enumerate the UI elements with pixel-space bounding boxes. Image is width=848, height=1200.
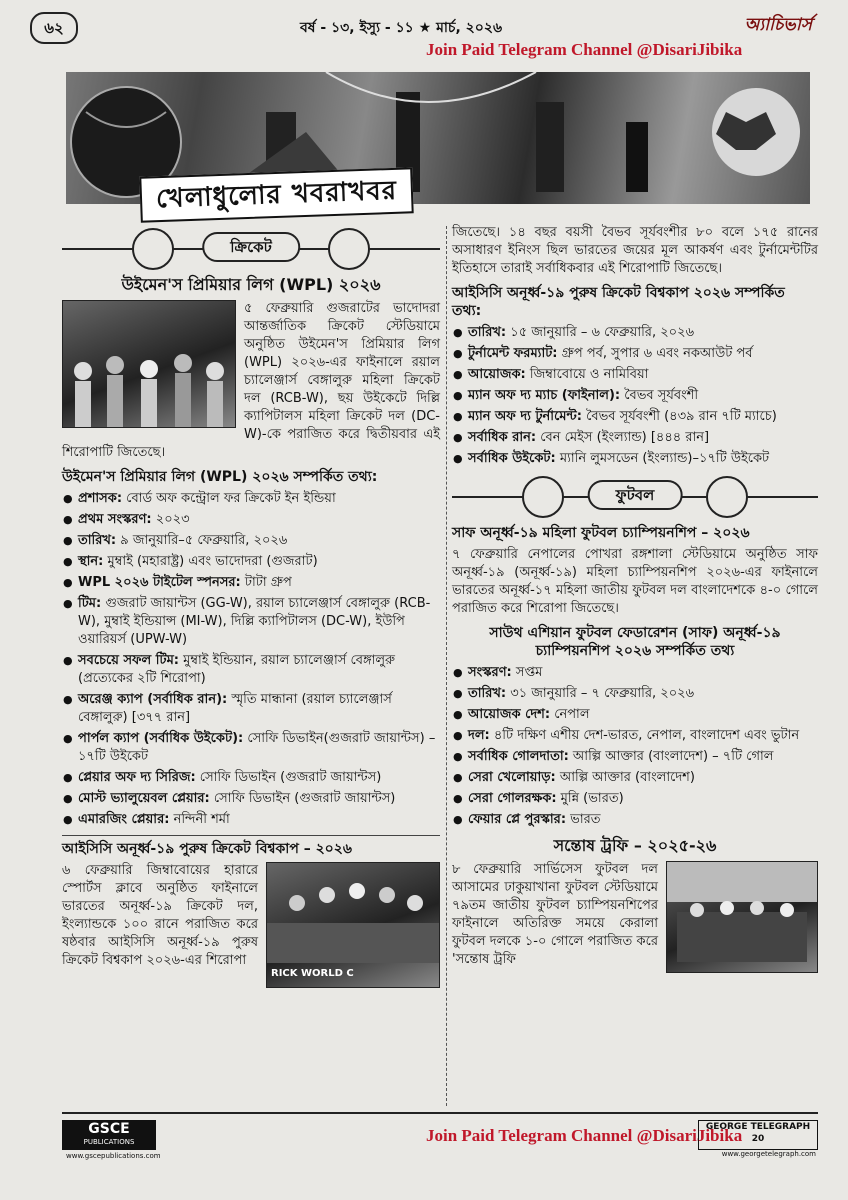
u19-facts-title: আইসিসি অনূর্ধ্ব-১৯ পুরুষ ক্রিকেট বিশ্বকাপ ২০২৬ সম্পর্কিত তথ্য:	[452, 285, 785, 319]
u19-paragraph-right: জিতেছে। ১৪ বছর বয়সী বৈভব সূর্যবংশীর ৮০ বলে ১৭৫ রানের অসাধারণ ইনিংস ছিল ভারতের জয়ের মূল আকর্ষণ এবং টুর্নামেন্টটির ইতিহাসে তারাই সর্বাধিকবার এই শিরোপাটি জিতেছে।	[452, 225, 818, 276]
football-kick-icon	[706, 476, 748, 518]
wpl-paragraph: ৫ ফেব্রুয়ারি গুজরাটের ভাদোদরা আন্তর্জাতিক ক্রিকেট স্টেডিয়ামে অনুষ্ঠিত উইমেন'স প্রিমিয়ার লিগ (WPL) ২০২৬-এর ফাইনালে রয়াল চ্যালেঞ্জার্স বেঙ্গালুরু মহিলা ক্রিকেট দল (RCB-W), ছয় উইকেটে দিল্লি ক্যাপিটালস মহিলা ক্রিকেট দল (DC-W)-কে পরাজিত করে দ্বিতীয়বার এই শিরোপাটি জিতেছে।	[62, 301, 440, 460]
saff-paragraph: ৭ ফেব্রুয়ারি নেপালের পোখরা রঙ্গশালা স্টেডিয়ামে অনুষ্ঠিত সাফ অনূর্ধ্ব-১৯ (অনূর্ধ্ব-১৯) মহিলা চ্যাম্পিয়নশিপ ২০২৬-এর ফাইনালে ভারতের অনূর্ধ্ব-১৭ মহিলা জাতীয় ফুটবল দল বাংলাদেশকে ৪-০ গোলে পরাজিত করে শিরোপা জিতেছে।	[452, 547, 818, 616]
football-section-header	[452, 476, 818, 518]
football-section-label: ফুটবল	[588, 480, 683, 510]
santosh-trophy-photo	[666, 861, 818, 973]
column-divider	[446, 226, 447, 1106]
cricket-section-header	[62, 228, 440, 270]
crowd-figures	[63, 351, 235, 427]
page-header	[0, 0, 848, 68]
list-item: ● আয়োজক দেশ: নেপাল	[468, 706, 818, 724]
list-item: ● দল: ৪টি দক্ষিণ এশীয় দেশ-ভারত, নেপাল, বাংলাদেশ এবং ভুটান	[468, 727, 818, 745]
george-telegraph-logo: GEORGE TELEGRAPH 20	[698, 1120, 818, 1150]
cricket-section-label: ক্রিকেট	[202, 232, 300, 262]
brand-logo: অ্যাচিভার্স	[744, 15, 812, 35]
wpl-celebration-photo	[62, 300, 236, 428]
cricket-batsman-icon	[328, 228, 370, 270]
banner-title: খেলাধুলোর খবরাখবর	[139, 167, 414, 223]
page-number: ৬২	[30, 12, 78, 44]
wpl-facts-title: উইমেন'স প্রিমিয়ার লিগ (WPL) ২০২৬ সম্পর্কিত তথ্য:	[62, 469, 378, 485]
u19-trophy-photo	[266, 862, 440, 988]
george-telegraph-url[interactable]: www.georgetelegraph.com	[721, 1150, 816, 1158]
wpl-title: উইমেন'স প্রিমিয়ার লিগ (WPL) ২০২৬	[121, 275, 381, 294]
list-item: ● পার্পল ক্যাপ (সর্বাধিক উইকেট): সোফি ডিভাইন(গুজরাট জায়ান্টস) – ১৭টি উইকেট	[78, 730, 440, 766]
list-item: ● ম্যান অফ দ্য টুর্নামেন্ট: বৈভব সূর্যবংশী (৪৩৯ রান ৭টি ম্যাচে)	[468, 408, 818, 426]
page-footer	[62, 1112, 818, 1160]
issue-line: বর্ষ - ১৩, ইস্যু - ১১ ★ মার্চ, ২০২৬	[300, 20, 503, 36]
u19-title: আইসিসি অনূর্ধ্ব-১৯ পুরুষ ক্রিকেট বিশ্বকাপ – ২০২৬	[62, 835, 440, 858]
u19-paragraph-left: ৬ ফেব্রুয়ারি জিম্বাবোয়ের হারারে স্পোর্টস ক্লাবে অনুষ্ঠিত ফাইনালে ভারতের অনূর্ধ্ব-১৯ ক্রিকেট দল, ইংল্যান্ডকে ১০০ রানে পরাজিত করে ষষ্ঠবার আইসিসি অনূর্ধ্ব-১৯ পুরুষ ক্রিকেট বিশ্বকাপ ২০২৬-এর শিরোপা	[62, 863, 258, 968]
saff-facts-list	[452, 664, 818, 829]
santosh-paragraph: ৮ ফেব্রুয়ারি সার্ভিসেস ফুটবল দল আসামের ঢাকুয়াখানা ফুটবল স্টেডিয়ামে ৭৯তম জাতীয় ফুটবল চ্যাম্পিয়নশিপের ফাইনালে অতিরিক্ত সময়ে কেরালা ফুটবল দলকে ১-০ গোলে পরাজিত করে 'সন্তোষ ট্রফি	[452, 862, 658, 967]
photo-caption: RICK WORLD C	[271, 968, 354, 979]
santosh-title: সন্তোষ ট্রফি – ২০২৫-২৬	[553, 836, 717, 855]
list-item: ● সবচেয়ে সফল টিম: মুম্বাই ইন্ডিয়ান, রয়াল চ্যালেঞ্জার্স বেঙ্গালুরু (প্রত্যেকের ২টি শিরোপা)	[78, 652, 440, 688]
left-column	[62, 224, 440, 992]
list-item: ● অরেঞ্জ ক্যাপ (সর্বাধিক রান): স্মৃতি মান্ধানা (রয়াল চ্যালেঞ্জার্স বেঙ্গালুরু) [৩৭৭ রান]	[78, 691, 440, 727]
list-item: ● সেরা খেলোয়াড়: আল্পি আক্তার (বাংলাদেশ)	[468, 769, 818, 787]
telegram-watermark-bottom[interactable]: Join Paid Telegram Channel @DisariJibika	[426, 1126, 743, 1145]
list-item: ● ফেয়ার প্লে পুরস্কার: ভারত	[468, 811, 818, 829]
list-item: ● তারিখ: ১৫ জানুয়ারি – ৬ ফেব্রুয়ারি, ২০২৬	[468, 324, 818, 342]
list-item: ● সর্বাধিক গোলদাতা: আল্পি আক্তার (বাংলাদেশ) – ৭টি গোল	[468, 748, 818, 766]
saff-title: সাফ অনূর্ধ্ব-১৯ মহিলা ফুটবল চ্যাম্পিয়নশিপ – ২০২৬	[452, 525, 750, 541]
list-item: ● তারিখ: ৯ জানুয়ারি–৫ ফেব্রুয়ারি, ২০২৬	[78, 532, 440, 550]
list-item: ● টুর্নামেন্ট ফরম্যাট: গ্রুপ পর্ব, সুপার ৬ এবং নকআউট পর্ব	[468, 345, 818, 363]
u19-facts-list	[452, 324, 818, 468]
list-item: ● টিম: গুজরাট জায়ান্টস (GG-W), রয়াল চ্যালেঞ্জার্স বেঙ্গালুরু (RCB-W), মুম্বাই ইন্ডিয়ান্স (MI-W), দিল্লি ক্যাপিটালস (DC-W), ইউপি ওয়ারিয়র্স (UPW-W)	[78, 595, 440, 649]
football-player-icon	[522, 476, 564, 518]
list-item: ● মোস্ট ভ্যালুয়েবল প্লেয়ার: সোফি ডিভাইন (গুজরাট জায়ান্টস)	[78, 790, 440, 808]
cricket-player-icon	[132, 228, 174, 270]
list-item: ● প্রশাসক: বোর্ড অফ কন্ট্রোল ফর ক্রিকেট ইন ইন্ডিয়া	[78, 490, 440, 508]
list-item: ● WPL ২০২৬ টাইটেল স্পনসর: টাটা গ্রুপ	[78, 574, 440, 592]
saff-facts-title: সাউথ এশিয়ান ফুটবল ফেডারেশন (সাফ) অনূর্ধ্ব-১৯ চ্যাম্পিয়নশিপ ২০২৬ সম্পর্কিত তথ্য	[489, 625, 781, 659]
gsce-url[interactable]: www.gscepublications.com	[66, 1152, 161, 1160]
list-item: ● সেরা গোলরক্ষক: মুন্নি (ভারত)	[468, 790, 818, 808]
list-item: ● প্রথম সংস্করণ: ২০২৩	[78, 511, 440, 529]
list-item: ● প্লেয়ার অফ দ্য সিরিজ: সোফি ডিভাইন (গুজরাট জায়ান্টস)	[78, 769, 440, 787]
list-item: ● ম্যান অফ দ্য ম্যাচ (ফাইনাল): বৈভব সূর্যবংশী	[468, 387, 818, 405]
gsce-logo: GSCE PUBLICATIONS	[62, 1120, 156, 1150]
list-item: ● সর্বাধিক রান: বেন মেইস (ইংল্যান্ড) [৪৪৪ রান]	[468, 429, 818, 447]
list-item: ● সর্বাধিক উইকেট: ম্যানি লুমসডেন (ইংল্যান্ড)–১৭টি উইকেট	[468, 450, 818, 468]
list-item: ● সংস্করণ: সপ্তম	[468, 664, 818, 682]
telegram-watermark-top[interactable]: Join Paid Telegram Channel @DisariJibika	[426, 40, 743, 59]
list-item: ● তারিখ: ৩১ জানুয়ারি – ৭ ফেব্রুয়ারি, ২০২৬	[468, 685, 818, 703]
wpl-facts-list	[62, 490, 440, 829]
list-item: ● স্থান: মুম্বাই (মহারাষ্ট্র) এবং ভাদোদরা (গুজরাট)	[78, 553, 440, 571]
list-item: ● আয়োজক: জিম্বাবোয়ে ও নামিবিয়া	[468, 366, 818, 384]
right-column	[452, 224, 818, 977]
team-figures	[667, 862, 817, 972]
list-item: ● এমারজিং প্লেয়ার: নন্দিনী শর্মা	[78, 811, 440, 829]
